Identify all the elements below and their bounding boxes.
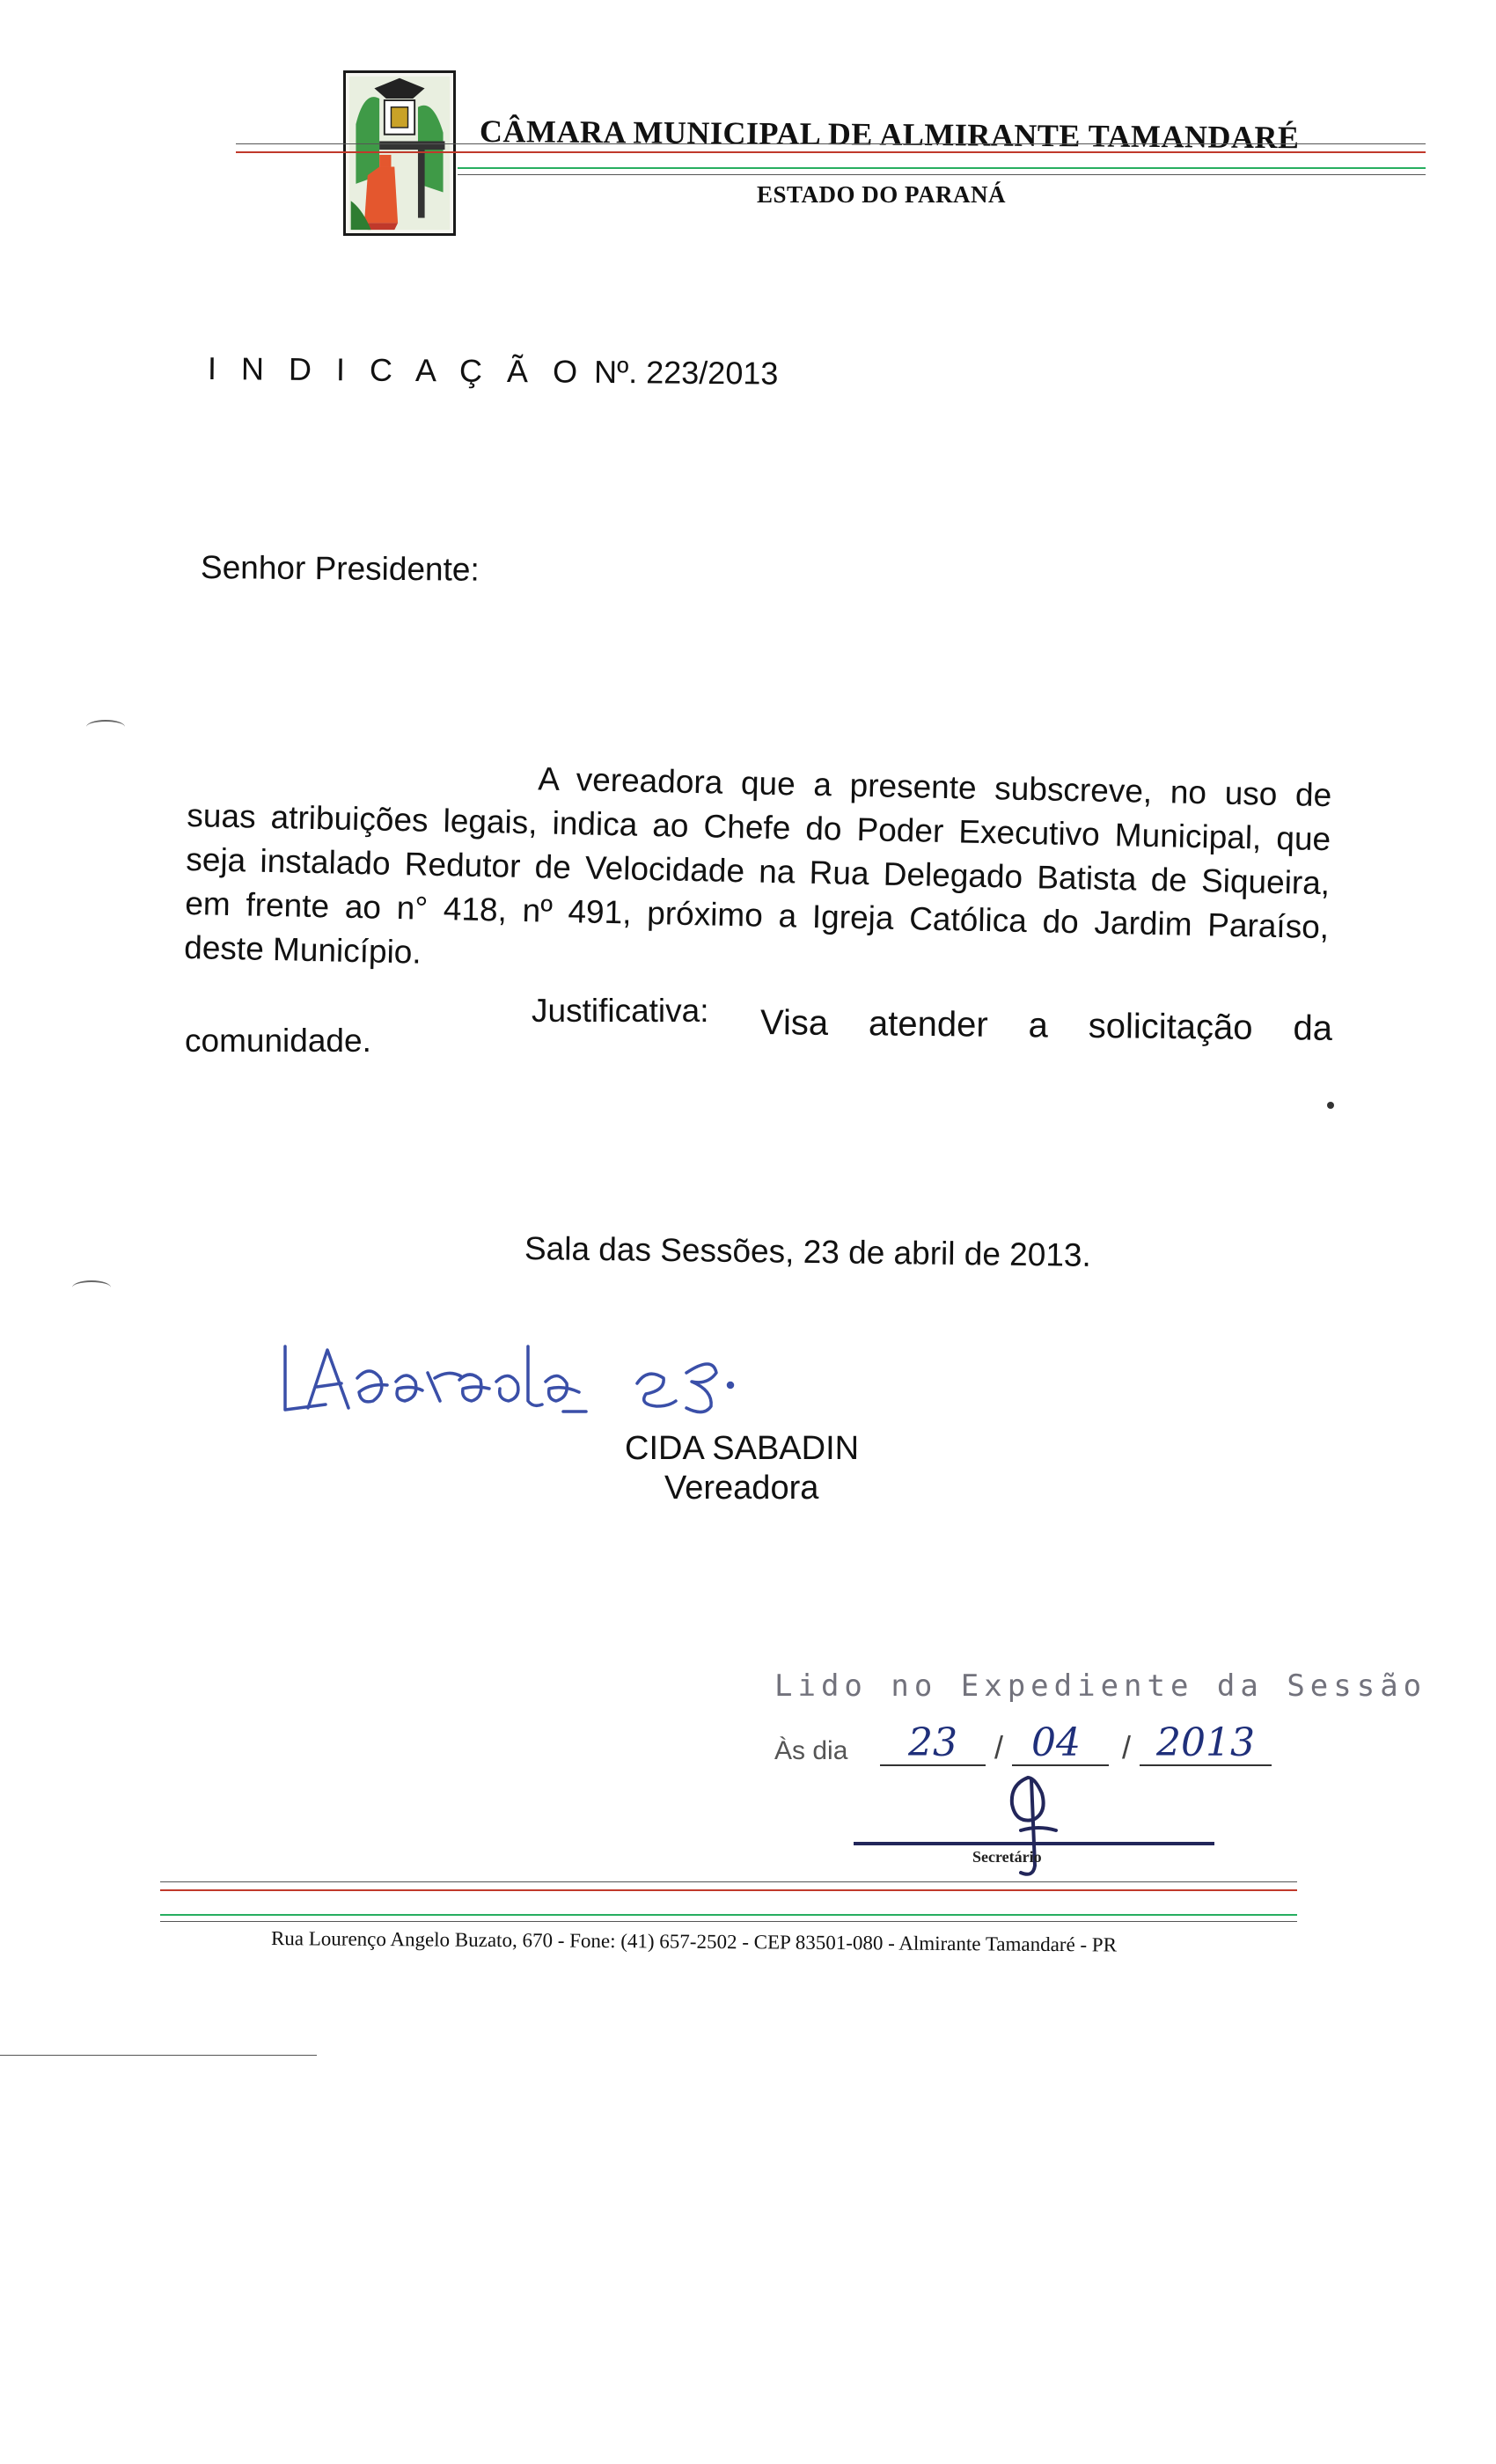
stamp-day: 23 <box>908 1720 957 1765</box>
signer-name: CIDA SABADIN <box>625 1430 860 1467</box>
justification-end: comunidade. <box>185 1023 371 1059</box>
footer-rule-top <box>160 1881 1297 1882</box>
stamp-year: 2013 <box>1156 1720 1255 1765</box>
footer-rule-bottom <box>160 1921 1297 1922</box>
punch-hole-mark <box>86 720 125 734</box>
footer-rule-green <box>160 1914 1297 1916</box>
title-word: I N D I C A Ç Ã O <box>207 350 586 390</box>
stamp-month: 04 <box>1031 1720 1081 1765</box>
place-and-date: Sala das Sessões, 23 de abril de 2013. <box>524 1230 1092 1273</box>
stamp-day-line <box>880 1764 986 1766</box>
body-paragraph <box>184 750 1332 994</box>
page-edge-line <box>0 2055 317 2056</box>
stamp-signature-line <box>854 1842 1214 1845</box>
ink-speck <box>1327 1102 1334 1109</box>
stamp-year-line <box>1140 1764 1272 1766</box>
municipal-coat-of-arms-icon <box>343 70 456 236</box>
salutation: Senhor Presidente: <box>200 549 480 588</box>
handwritten-signature <box>273 1320 818 1426</box>
header-rule-bottom <box>458 174 1426 175</box>
justification-text: Visa atender a solicitação da <box>759 1003 1333 1048</box>
state-name: ESTADO DO PARANÁ <box>757 181 1007 208</box>
justification-label: Justificativa: <box>532 993 709 1029</box>
footer-rule-red <box>160 1889 1297 1891</box>
footer-address: Rua Lourenço Angelo Buzato, 670 - Fone: (41) 657-2502 - CEP 83501-080 - Almirante Tamandaré - PR <box>270 1927 1118 1956</box>
stamp-role: Secretário <box>972 1848 1042 1866</box>
stamp-date-label: Às dia <box>774 1736 848 1765</box>
header-rule-red <box>236 151 1426 153</box>
header-rule-top <box>236 143 1426 144</box>
document-title <box>208 350 779 392</box>
stamp-month-line <box>1012 1764 1109 1766</box>
chamber-name: CÂMARA MUNICIPAL DE ALMIRANTE TAMANDARÉ <box>479 114 1300 156</box>
body-text: A vereadora que a presente subscreve, no uso de suas atribuições legais, indica ao Chefe do Poder Executivo Municipal, que seja instalado Redutor de Velocidade na Rua Delegado Batista de Siqueira, em frente ao n° 418, nº 491, próximo a Igreja Católica do Jardim Paraíso, deste Município. <box>183 760 1332 971</box>
header-rule-green <box>458 167 1426 169</box>
title-number: Nº. 223/2013 <box>593 353 779 392</box>
stamp-separator: / <box>1122 1729 1132 1765</box>
punch-hole-mark <box>72 1280 111 1294</box>
stamp-title: Lido no Expediente da Sessão <box>774 1668 1427 1704</box>
signer-role: Vereadora <box>664 1470 819 1507</box>
stamp-separator: / <box>994 1729 1004 1765</box>
